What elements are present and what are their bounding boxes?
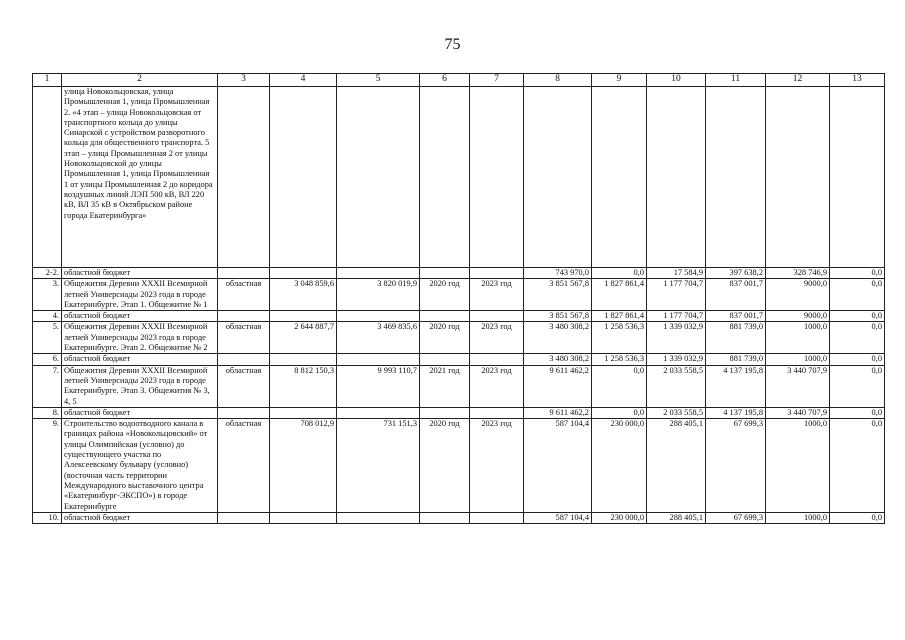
funding-year-1-cell: 1 258 536,3 bbox=[592, 322, 647, 354]
ownership-cell bbox=[218, 311, 270, 322]
column-number: 7 bbox=[470, 74, 524, 87]
funding-year-3-cell: 4 137 195,8 bbox=[706, 365, 766, 407]
estimated-cost-cell bbox=[270, 268, 337, 279]
row-number-cell bbox=[33, 87, 62, 268]
object-name-cell: Общежития Деревни XXXII Всемирной летней Универсиады 2023 года в городе Екатеринбурге. Этап 2. Общежитие № 2 bbox=[62, 322, 218, 354]
cost-current-prices-cell bbox=[337, 354, 420, 365]
funding-year-1-cell: 0,0 bbox=[592, 407, 647, 418]
ownership-cell: областная bbox=[218, 365, 270, 407]
column-number: 8 bbox=[524, 74, 592, 87]
total-funding-cell: 9 611 462,2 bbox=[524, 365, 592, 407]
total-funding-cell: 587 104,4 bbox=[524, 419, 592, 513]
estimated-cost-cell bbox=[270, 87, 337, 268]
funding-year-3-cell: 67 699,3 bbox=[706, 512, 766, 523]
start-year-cell bbox=[420, 87, 470, 268]
funding-year-2-cell: 1 339 032,9 bbox=[647, 354, 706, 365]
funding-year-5-cell bbox=[830, 87, 885, 268]
ownership-cell bbox=[218, 87, 270, 268]
table-row bbox=[33, 268, 885, 279]
end-year-cell bbox=[470, 268, 524, 279]
estimated-cost-cell bbox=[270, 512, 337, 523]
funding-year-4-cell: 328 746,9 bbox=[766, 268, 830, 279]
funding-year-4-cell: 3 440 707,9 bbox=[766, 407, 830, 418]
cost-current-prices-cell bbox=[337, 512, 420, 523]
funding-year-4-cell: 1000,0 bbox=[766, 354, 830, 365]
column-number: 9 bbox=[592, 74, 647, 87]
end-year-cell bbox=[470, 512, 524, 523]
funding-year-3-cell bbox=[706, 87, 766, 268]
funding-year-1-cell: 1 827 861,4 bbox=[592, 311, 647, 322]
row-number-cell: 5. bbox=[33, 322, 62, 354]
estimated-cost-cell bbox=[270, 311, 337, 322]
object-name-cell: областной бюджет bbox=[62, 268, 218, 279]
funding-year-3-cell: 837 001,7 bbox=[706, 311, 766, 322]
column-number: 12 bbox=[766, 74, 830, 87]
funding-year-4-cell: 9000,0 bbox=[766, 279, 830, 311]
total-funding-cell: 3 851 567,8 bbox=[524, 279, 592, 311]
funding-year-5-cell: 0,0 bbox=[830, 322, 885, 354]
funding-year-3-cell: 4 137 195,8 bbox=[706, 407, 766, 418]
ownership-cell bbox=[218, 407, 270, 418]
funding-year-1-cell bbox=[592, 87, 647, 268]
funding-year-5-cell: 0,0 bbox=[830, 268, 885, 279]
cost-current-prices-cell: 3 469 835,6 bbox=[337, 322, 420, 354]
table-row bbox=[33, 322, 885, 354]
object-name-cell: областной бюджет bbox=[62, 354, 218, 365]
funding-year-5-cell: 0,0 bbox=[830, 419, 885, 513]
cost-current-prices-cell bbox=[337, 311, 420, 322]
ownership-cell: областная bbox=[218, 279, 270, 311]
funding-year-4-cell: 1000,0 bbox=[766, 322, 830, 354]
funding-year-5-cell: 0,0 bbox=[830, 354, 885, 365]
estimated-cost-cell: 2 644 887,7 bbox=[270, 322, 337, 354]
funding-year-4-cell bbox=[766, 87, 830, 268]
ownership-cell bbox=[218, 512, 270, 523]
table-row bbox=[33, 407, 885, 418]
row-number-cell: 2-2. bbox=[33, 268, 62, 279]
funding-year-4-cell: 1000,0 bbox=[766, 512, 830, 523]
funding-year-3-cell: 881 739,0 bbox=[706, 354, 766, 365]
end-year-cell bbox=[470, 407, 524, 418]
table-row bbox=[33, 365, 885, 407]
column-number: 5 bbox=[337, 74, 420, 87]
object-name-cell: Общежития Деревни XXXII Всемирной летней Универсиады 2023 года в городе Екатеринбурге. Этап 3. Общежития № 3, 4, 5 bbox=[62, 365, 218, 407]
column-number: 3 bbox=[218, 74, 270, 87]
start-year-cell bbox=[420, 354, 470, 365]
funding-year-1-cell: 0,0 bbox=[592, 365, 647, 407]
column-number: 10 bbox=[647, 74, 706, 87]
funding-year-4-cell: 1000,0 bbox=[766, 419, 830, 513]
start-year-cell bbox=[420, 268, 470, 279]
start-year-cell: 2020 год bbox=[420, 419, 470, 513]
budget-table bbox=[32, 73, 885, 524]
end-year-cell bbox=[470, 87, 524, 268]
start-year-cell bbox=[420, 512, 470, 523]
ownership-cell bbox=[218, 354, 270, 365]
column-number: 13 bbox=[830, 74, 885, 87]
column-number: 6 bbox=[420, 74, 470, 87]
funding-year-3-cell: 837 001,7 bbox=[706, 279, 766, 311]
funding-year-2-cell: 2 033 558,5 bbox=[647, 365, 706, 407]
funding-year-5-cell: 0,0 bbox=[830, 279, 885, 311]
funding-year-5-cell: 0,0 bbox=[830, 512, 885, 523]
table-row bbox=[33, 354, 885, 365]
row-number-cell: 7. bbox=[33, 365, 62, 407]
total-funding-cell: 3 851 567,8 bbox=[524, 311, 592, 322]
object-name-cell: улица Новокольцовская, улица Промышленная 1, улица Промышленная 2. «4 этап – улица Новокольцовская от транспортного кольца до улицы Синарской с устройством разворотного кольца для общественного транспорта. 5 этап – улица Промышленная 2 от улицы Новокольцовской до улицы Промышленная 1, улица Промышленная 1 от улицы Промышленная 2 до коридора воздушных линий ЛЭП 500 кВ, ВЛ 220 кВ, ВЛ 35 кВ в Октябрьском районе города Екатеринбурга» bbox=[62, 87, 218, 268]
page-number: 75 bbox=[444, 36, 461, 53]
funding-year-3-cell: 67 699,3 bbox=[706, 419, 766, 513]
cost-current-prices-cell: 9 993 110,7 bbox=[337, 365, 420, 407]
funding-year-2-cell: 17 584,9 bbox=[647, 268, 706, 279]
cost-current-prices-cell: 731 151,3 bbox=[337, 419, 420, 513]
start-year-cell bbox=[420, 311, 470, 322]
funding-year-2-cell: 288 405,1 bbox=[647, 512, 706, 523]
estimated-cost-cell bbox=[270, 407, 337, 418]
cost-current-prices-cell: 3 820 019,9 bbox=[337, 279, 420, 311]
funding-year-2-cell: 1 177 704,7 bbox=[647, 279, 706, 311]
start-year-cell bbox=[420, 407, 470, 418]
total-funding-cell: 587 104,4 bbox=[524, 512, 592, 523]
end-year-cell bbox=[470, 311, 524, 322]
end-year-cell: 2023 год bbox=[470, 419, 524, 513]
row-number-cell: 10. bbox=[33, 512, 62, 523]
end-year-cell: 2023 год bbox=[470, 279, 524, 311]
start-year-cell: 2020 год bbox=[420, 279, 470, 311]
object-name-cell: областной бюджет bbox=[62, 407, 218, 418]
table-row bbox=[33, 419, 885, 513]
funding-year-3-cell: 881 739,0 bbox=[706, 322, 766, 354]
ownership-cell bbox=[218, 268, 270, 279]
funding-year-1-cell: 230 000,0 bbox=[592, 512, 647, 523]
start-year-cell: 2021 год bbox=[420, 365, 470, 407]
end-year-cell: 2023 год bbox=[470, 365, 524, 407]
cost-current-prices-cell bbox=[337, 87, 420, 268]
funding-year-2-cell: 2 033 558,5 bbox=[647, 407, 706, 418]
funding-year-2-cell bbox=[647, 87, 706, 268]
funding-year-4-cell: 3 440 707,9 bbox=[766, 365, 830, 407]
funding-year-1-cell: 1 258 536,3 bbox=[592, 354, 647, 365]
total-funding-cell: 743 970,0 bbox=[524, 268, 592, 279]
column-number: 2 bbox=[62, 74, 218, 87]
end-year-cell bbox=[470, 354, 524, 365]
total-funding-cell: 9 611 462,2 bbox=[524, 407, 592, 418]
ownership-cell: областная bbox=[218, 322, 270, 354]
table-row bbox=[33, 87, 885, 268]
estimated-cost-cell bbox=[270, 354, 337, 365]
start-year-cell: 2020 год bbox=[420, 322, 470, 354]
cost-current-prices-cell bbox=[337, 407, 420, 418]
funding-year-2-cell: 1 339 032,9 bbox=[647, 322, 706, 354]
table-row bbox=[33, 279, 885, 311]
funding-year-1-cell: 1 827 861,4 bbox=[592, 279, 647, 311]
funding-year-5-cell: 0,0 bbox=[830, 407, 885, 418]
object-name-cell: Общежития Деревни XXXII Всемирной летней Универсиады 2023 года в городе Екатеринбурге. Этап 1. Общежитие № 1 bbox=[62, 279, 218, 311]
row-number-cell: 6. bbox=[33, 354, 62, 365]
ownership-cell: областная bbox=[218, 419, 270, 513]
row-number-cell: 3. bbox=[33, 279, 62, 311]
row-number-cell: 9. bbox=[33, 419, 62, 513]
total-funding-cell: 3 480 308,2 bbox=[524, 354, 592, 365]
funding-year-4-cell: 9000,0 bbox=[766, 311, 830, 322]
estimated-cost-cell: 3 048 859,6 bbox=[270, 279, 337, 311]
column-number-row bbox=[33, 74, 885, 87]
funding-year-1-cell: 0,0 bbox=[592, 268, 647, 279]
funding-year-5-cell: 0,0 bbox=[830, 365, 885, 407]
total-funding-cell bbox=[524, 87, 592, 268]
column-number: 4 bbox=[270, 74, 337, 87]
funding-year-2-cell: 288 405,1 bbox=[647, 419, 706, 513]
object-name-cell: областной бюджет bbox=[62, 311, 218, 322]
total-funding-cell: 3 480 308,2 bbox=[524, 322, 592, 354]
funding-year-2-cell: 1 177 704,7 bbox=[647, 311, 706, 322]
estimated-cost-cell: 708 012,9 bbox=[270, 419, 337, 513]
row-number-cell: 8. bbox=[33, 407, 62, 418]
table-row bbox=[33, 311, 885, 322]
object-name-cell: областной бюджет bbox=[62, 512, 218, 523]
funding-year-1-cell: 230 000,0 bbox=[592, 419, 647, 513]
column-number: 11 bbox=[706, 74, 766, 87]
end-year-cell: 2023 год bbox=[470, 322, 524, 354]
row-number-cell: 4. bbox=[33, 311, 62, 322]
funding-year-3-cell: 397 638,2 bbox=[706, 268, 766, 279]
funding-year-5-cell: 0,0 bbox=[830, 311, 885, 322]
cost-current-prices-cell bbox=[337, 268, 420, 279]
table-row bbox=[33, 512, 885, 523]
object-name-cell: Строительство водоотводного канала в границах района «Новокольцовский» от улицы Олимпийская (условно) до существующего участка по Алексеевскому бульвару (условно) (восточная часть территории Международного выставочного центра «Екатеринбург-ЭКСПО») в городе Екатеринбурге bbox=[62, 419, 218, 513]
column-number: 1 bbox=[33, 74, 62, 87]
estimated-cost-cell: 8 812 150,3 bbox=[270, 365, 337, 407]
